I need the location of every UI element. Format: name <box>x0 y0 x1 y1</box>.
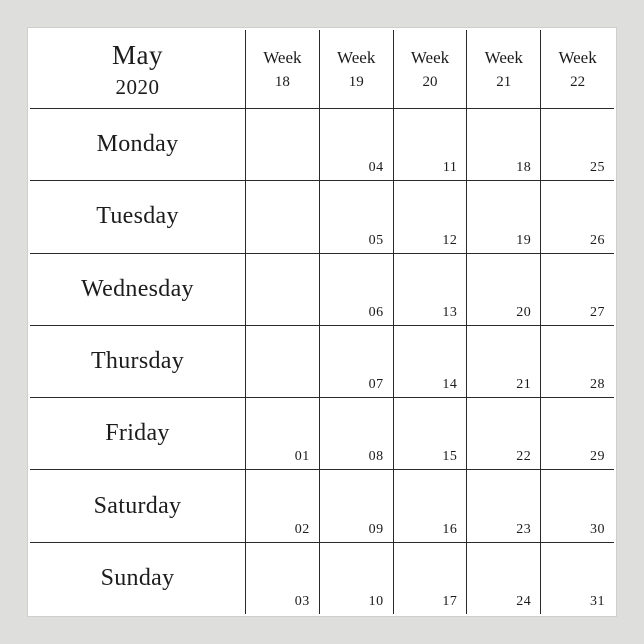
date-cell-tuesday-w21[interactable] <box>467 181 541 252</box>
calendar-row-monday <box>30 109 614 181</box>
date-cell-thursday-w22[interactable] <box>541 326 614 397</box>
week-number: 18 <box>274 73 290 90</box>
date-number: 04 <box>368 160 384 176</box>
date-number: 27 <box>589 304 605 320</box>
day-name: Thursday <box>90 347 185 374</box>
date-number: 09 <box>368 521 384 537</box>
calendar-header-row <box>30 30 614 109</box>
date-cell-monday-w22[interactable] <box>541 109 614 180</box>
week-header-block <box>485 45 523 93</box>
week-header-block <box>263 45 301 93</box>
poster-frame <box>28 28 616 616</box>
day-label-cell-saturday <box>30 470 246 541</box>
day-label-cell-tuesday <box>30 181 246 252</box>
date-number: 31 <box>589 593 605 609</box>
week-number: 22 <box>570 73 586 90</box>
calendar-row-tuesday <box>30 181 614 253</box>
date-cell-wednesday-w20[interactable] <box>394 254 468 325</box>
day-name: Monday <box>96 131 179 158</box>
week-number: 21 <box>496 73 512 90</box>
date-number: 11 <box>442 160 458 176</box>
date-number: 15 <box>442 449 458 465</box>
date-cell-thursday-w18[interactable] <box>246 326 320 397</box>
calendar-row-thursday <box>30 326 614 398</box>
date-number: 01 <box>294 449 310 465</box>
day-name: Sunday <box>100 564 175 591</box>
date-number: 22 <box>516 449 532 465</box>
date-number: 10 <box>368 593 384 609</box>
day-label-cell-friday <box>30 398 246 469</box>
date-number: 05 <box>368 232 384 248</box>
date-cell-saturday-w21[interactable] <box>467 470 541 541</box>
week-header-block <box>558 45 596 93</box>
day-name: Tuesday <box>96 203 179 230</box>
date-cell-friday-w19[interactable] <box>320 398 394 469</box>
date-cell-saturday-w22[interactable] <box>541 470 614 541</box>
day-label-cell-monday <box>30 109 246 180</box>
date-cell-friday-w20[interactable] <box>394 398 468 469</box>
date-number: 20 <box>516 304 532 320</box>
date-cell-wednesday-w18[interactable] <box>246 254 320 325</box>
date-number: 23 <box>516 521 532 537</box>
date-cell-friday-w21[interactable] <box>467 398 541 469</box>
calendar-row-sunday <box>30 543 614 614</box>
day-label-cell-wednesday <box>30 254 246 325</box>
month-year: 2020 <box>115 75 160 100</box>
date-cell-tuesday-w19[interactable] <box>320 181 394 252</box>
week-number: 19 <box>348 73 364 90</box>
date-cell-saturday-w18[interactable] <box>246 470 320 541</box>
date-number: 30 <box>589 521 605 537</box>
calendar-row-wednesday <box>30 254 614 326</box>
week-number: 20 <box>422 73 438 90</box>
date-cell-friday-w22[interactable] <box>541 398 614 469</box>
week-header-21 <box>467 30 541 108</box>
date-number: 14 <box>442 377 458 393</box>
week-word: Week <box>263 48 302 67</box>
month-name: May <box>112 39 163 70</box>
month-title-cell <box>30 30 246 108</box>
calendar-row-friday <box>30 398 614 470</box>
date-cell-thursday-w21[interactable] <box>467 326 541 397</box>
date-number: 03 <box>294 593 310 609</box>
week-header-22 <box>541 30 614 108</box>
date-cell-wednesday-w22[interactable] <box>541 254 614 325</box>
week-word: Week <box>337 48 376 67</box>
week-header-19 <box>320 30 394 108</box>
week-word: Week <box>558 48 597 67</box>
date-number: 08 <box>368 449 384 465</box>
week-header-block <box>337 45 375 93</box>
date-cell-monday-w20[interactable] <box>394 109 468 180</box>
date-number: 02 <box>294 521 310 537</box>
date-cell-thursday-w20[interactable] <box>394 326 468 397</box>
date-cell-tuesday-w18[interactable] <box>246 181 320 252</box>
date-cell-sunday-w21[interactable] <box>467 543 541 614</box>
date-cell-sunday-w18[interactable] <box>246 543 320 614</box>
date-cell-wednesday-w19[interactable] <box>320 254 394 325</box>
day-label-cell-thursday <box>30 326 246 397</box>
date-number: 24 <box>516 593 532 609</box>
date-number: 29 <box>589 449 605 465</box>
date-number: 16 <box>442 521 458 537</box>
date-number: 12 <box>442 232 458 248</box>
day-label-cell-sunday <box>30 543 246 614</box>
date-cell-thursday-w19[interactable] <box>320 326 394 397</box>
week-header-block <box>411 45 449 93</box>
date-cell-sunday-w19[interactable] <box>320 543 394 614</box>
date-number: 19 <box>516 232 532 248</box>
week-word: Week <box>410 48 450 67</box>
date-number: 06 <box>368 304 384 320</box>
date-number: 07 <box>368 377 384 393</box>
date-cell-wednesday-w21[interactable] <box>467 254 541 325</box>
date-cell-saturday-w20[interactable] <box>394 470 468 541</box>
date-number: 18 <box>516 160 532 176</box>
date-number: 17 <box>442 593 458 609</box>
date-number: 26 <box>589 232 605 248</box>
date-cell-monday-w19[interactable] <box>320 109 394 180</box>
date-cell-tuesday-w22[interactable] <box>541 181 614 252</box>
month-title <box>112 37 163 102</box>
week-header-20 <box>394 30 468 108</box>
week-header-18 <box>246 30 320 108</box>
date-cell-sunday-w22[interactable] <box>541 543 614 614</box>
date-number: 28 <box>589 377 605 393</box>
week-word: Week <box>484 48 523 67</box>
date-cell-friday-w18[interactable] <box>246 398 320 469</box>
date-cell-sunday-w20[interactable] <box>394 543 468 614</box>
day-name: Saturday <box>93 492 182 519</box>
date-cell-monday-w18[interactable] <box>246 109 320 180</box>
date-number: 25 <box>589 160 605 176</box>
day-name: Friday <box>105 420 170 447</box>
date-cell-saturday-w19[interactable] <box>320 470 394 541</box>
date-number: 21 <box>516 377 532 393</box>
date-cell-monday-w21[interactable] <box>467 109 541 180</box>
calendar-grid <box>30 30 614 614</box>
calendar-row-saturday <box>30 470 614 542</box>
date-cell-tuesday-w20[interactable] <box>394 181 468 252</box>
day-name: Wednesday <box>81 275 194 302</box>
date-number: 13 <box>442 304 458 320</box>
